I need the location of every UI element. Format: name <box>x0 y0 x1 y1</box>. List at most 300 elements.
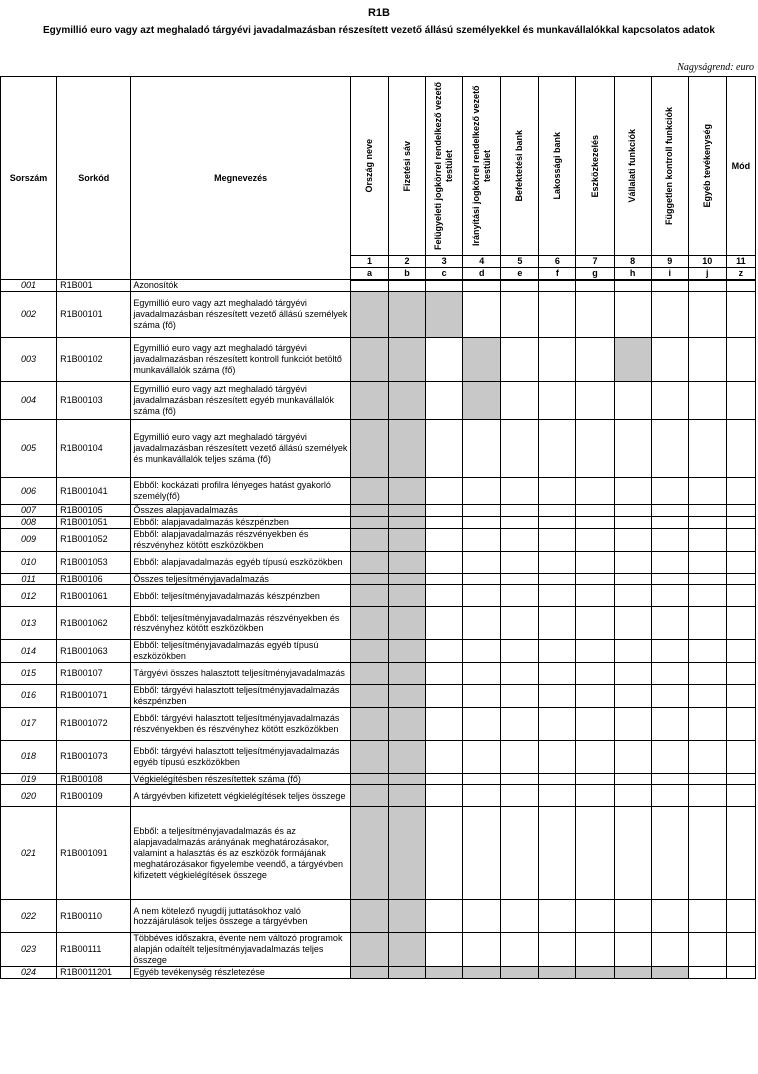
input-cell[interactable] <box>539 573 576 585</box>
input-cell[interactable] <box>463 505 501 517</box>
row-number: 001 <box>1 280 57 292</box>
input-cell[interactable] <box>539 292 576 338</box>
input-cell[interactable] <box>539 663 576 685</box>
input-cell[interactable] <box>576 292 614 338</box>
input-cell[interactable] <box>501 573 539 585</box>
input-cell[interactable] <box>576 529 614 552</box>
input-cell[interactable] <box>726 338 755 382</box>
input-cell[interactable] <box>688 663 726 685</box>
shaded-cell <box>389 573 426 585</box>
shaded-cell <box>389 607 426 640</box>
row-number: 017 <box>1 707 57 740</box>
input-cell[interactable] <box>651 740 688 773</box>
row-code: R1B00111 <box>57 933 131 966</box>
shaded-cell <box>389 292 426 338</box>
input-cell[interactable] <box>576 585 614 607</box>
table-row <box>1 517 756 529</box>
input-cell[interactable] <box>426 900 463 933</box>
row-description: Egymillió euro vagy azt meghaladó tárgyévi javadalmazásban részesített vezető állású személyek és munkavállalók teljes száma (fő) <box>131 420 351 478</box>
input-cell[interactable] <box>463 607 501 640</box>
input-cell[interactable] <box>576 517 614 529</box>
input-cell[interactable] <box>726 785 755 807</box>
input-cell[interactable] <box>426 785 463 807</box>
input-cell[interactable] <box>350 280 388 292</box>
input-cell[interactable] <box>726 966 755 978</box>
input-cell[interactable] <box>726 900 755 933</box>
input-cell[interactable] <box>726 933 755 966</box>
input-cell[interactable] <box>576 933 614 966</box>
input-cell[interactable] <box>539 707 576 740</box>
input-cell[interactable] <box>576 785 614 807</box>
input-cell[interactable] <box>614 685 651 708</box>
input-cell[interactable] <box>463 640 501 663</box>
input-cell[interactable] <box>426 933 463 966</box>
input-cell[interactable] <box>539 478 576 505</box>
header-sorszam: Sorszám <box>1 77 57 280</box>
input-cell[interactable] <box>688 292 726 338</box>
input-cell[interactable] <box>501 607 539 640</box>
input-cell[interactable] <box>463 280 501 292</box>
input-cell[interactable] <box>726 573 755 585</box>
row-number: 015 <box>1 663 57 685</box>
input-cell[interactable] <box>576 663 614 685</box>
input-cell[interactable] <box>576 640 614 663</box>
input-cell[interactable] <box>463 573 501 585</box>
input-cell[interactable] <box>614 478 651 505</box>
input-cell[interactable] <box>688 773 726 785</box>
col-letter: z <box>726 268 755 280</box>
input-cell[interactable] <box>688 382 726 420</box>
shaded-cell <box>350 585 388 607</box>
input-cell[interactable] <box>651 505 688 517</box>
input-cell[interactable] <box>426 663 463 685</box>
input-cell[interactable] <box>726 551 755 573</box>
input-cell[interactable] <box>576 807 614 900</box>
input-cell[interactable] <box>501 807 539 900</box>
input-cell[interactable] <box>688 785 726 807</box>
shaded-cell <box>389 740 426 773</box>
input-cell[interactable] <box>539 280 576 292</box>
table-row <box>1 966 756 978</box>
input-cell[interactable] <box>426 807 463 900</box>
input-cell[interactable] <box>576 685 614 708</box>
input-cell[interactable] <box>576 420 614 478</box>
input-cell[interactable] <box>576 338 614 382</box>
input-cell[interactable] <box>614 785 651 807</box>
input-cell[interactable] <box>501 420 539 478</box>
input-cell[interactable] <box>651 280 688 292</box>
input-cell[interactable] <box>576 505 614 517</box>
row-description: Ebből: a teljesítményjavadalmazás és az alapjavadalmazás arányának meghatározásakor, valamint a halasztás és az eszközök formájának meghatározásakor figyelembe veendő, a tárgyévben kifizetett végkielégítések összege <box>131 807 351 900</box>
input-cell[interactable] <box>688 338 726 382</box>
row-code: R1B00110 <box>57 900 131 933</box>
input-cell[interactable] <box>651 933 688 966</box>
input-cell[interactable] <box>651 785 688 807</box>
input-cell[interactable] <box>614 773 651 785</box>
row-code: R1B001051 <box>57 517 131 529</box>
input-cell[interactable] <box>539 685 576 708</box>
col-number: 9 <box>651 256 688 268</box>
input-cell[interactable] <box>463 420 501 478</box>
input-cell[interactable] <box>651 773 688 785</box>
input-cell[interactable] <box>576 607 614 640</box>
input-cell[interactable] <box>688 478 726 505</box>
input-cell[interactable] <box>651 585 688 607</box>
header-col-2: Fizetési sáv <box>389 77 426 256</box>
table-row <box>1 807 756 900</box>
input-cell[interactable] <box>726 707 755 740</box>
input-cell[interactable] <box>651 382 688 420</box>
input-cell[interactable] <box>501 773 539 785</box>
shaded-cell <box>389 900 426 933</box>
input-cell[interactable] <box>726 505 755 517</box>
col-number: 4 <box>463 256 501 268</box>
row-description: Ebből: alapjavadalmazás egyéb típusú eszközökben <box>131 551 351 573</box>
input-cell[interactable] <box>501 478 539 505</box>
row-code: R1B001053 <box>57 551 131 573</box>
row-code: R1B00101 <box>57 292 131 338</box>
input-cell[interactable] <box>651 517 688 529</box>
input-cell[interactable] <box>463 785 501 807</box>
input-cell[interactable] <box>614 292 651 338</box>
input-cell[interactable] <box>651 900 688 933</box>
input-cell[interactable] <box>426 529 463 552</box>
table-row <box>1 933 756 966</box>
col-letter: d <box>463 268 501 280</box>
col-number: 5 <box>501 256 539 268</box>
shaded-cell <box>350 551 388 573</box>
input-cell[interactable] <box>501 529 539 552</box>
input-cell[interactable] <box>501 551 539 573</box>
input-cell[interactable] <box>576 382 614 420</box>
input-cell[interactable] <box>651 573 688 585</box>
row-description: Egymillió euro vagy azt meghaladó tárgyévi javadalmazásban részesített vezető állású személyek száma (fő) <box>131 292 351 338</box>
input-cell[interactable] <box>463 663 501 685</box>
row-number: 008 <box>1 517 57 529</box>
shaded-cell <box>389 640 426 663</box>
input-cell[interactable] <box>688 505 726 517</box>
input-cell[interactable] <box>726 685 755 708</box>
input-cell[interactable] <box>463 551 501 573</box>
shaded-cell <box>389 551 426 573</box>
header-col-10: Egyéb tevékenység <box>688 77 726 256</box>
shaded-cell <box>350 785 388 807</box>
input-cell[interactable] <box>501 585 539 607</box>
input-cell[interactable] <box>501 740 539 773</box>
input-cell[interactable] <box>426 280 463 292</box>
input-cell[interactable] <box>614 420 651 478</box>
input-cell[interactable] <box>463 740 501 773</box>
input-cell[interactable] <box>576 773 614 785</box>
input-cell[interactable] <box>688 607 726 640</box>
input-cell[interactable] <box>539 785 576 807</box>
input-cell[interactable] <box>688 900 726 933</box>
shaded-cell <box>501 966 539 978</box>
row-code: R1B00109 <box>57 785 131 807</box>
input-cell[interactable] <box>614 517 651 529</box>
input-cell[interactable] <box>614 740 651 773</box>
row-number: 011 <box>1 573 57 585</box>
input-cell[interactable] <box>501 900 539 933</box>
shaded-cell <box>389 505 426 517</box>
input-cell[interactable] <box>426 573 463 585</box>
input-cell[interactable] <box>614 933 651 966</box>
col-letter: j <box>688 268 726 280</box>
shaded-cell <box>389 785 426 807</box>
input-cell[interactable] <box>688 640 726 663</box>
row-description: Ebből: alapjavadalmazás készpénzben <box>131 517 351 529</box>
shaded-cell <box>389 529 426 552</box>
input-cell[interactable] <box>463 292 501 338</box>
input-cell[interactable] <box>726 740 755 773</box>
shaded-cell <box>389 807 426 900</box>
input-cell[interactable] <box>651 478 688 505</box>
input-cell[interactable] <box>463 529 501 552</box>
shaded-cell <box>350 773 388 785</box>
input-cell[interactable] <box>426 607 463 640</box>
input-cell[interactable] <box>614 640 651 663</box>
table-row <box>1 773 756 785</box>
table-row <box>1 607 756 640</box>
data-table <box>0 76 756 979</box>
input-cell[interactable] <box>426 773 463 785</box>
row-code: R1B001071 <box>57 685 131 708</box>
input-cell[interactable] <box>688 740 726 773</box>
input-cell[interactable] <box>688 529 726 552</box>
input-cell[interactable] <box>726 517 755 529</box>
input-cell[interactable] <box>614 585 651 607</box>
input-cell[interactable] <box>576 740 614 773</box>
row-code: R1B001063 <box>57 640 131 663</box>
table-row <box>1 740 756 773</box>
input-cell[interactable] <box>539 740 576 773</box>
input-cell[interactable] <box>501 382 539 420</box>
input-cell[interactable] <box>614 607 651 640</box>
input-cell[interactable] <box>651 529 688 552</box>
row-number: 002 <box>1 292 57 338</box>
input-cell[interactable] <box>463 707 501 740</box>
input-cell[interactable] <box>539 338 576 382</box>
table-row <box>1 785 756 807</box>
input-cell[interactable] <box>726 478 755 505</box>
shaded-cell <box>350 338 388 382</box>
input-cell[interactable] <box>726 585 755 607</box>
input-cell[interactable] <box>651 292 688 338</box>
input-cell[interactable] <box>614 551 651 573</box>
input-cell[interactable] <box>688 551 726 573</box>
shaded-cell <box>614 338 651 382</box>
input-cell[interactable] <box>426 382 463 420</box>
input-cell[interactable] <box>501 280 539 292</box>
input-cell[interactable] <box>539 900 576 933</box>
input-cell[interactable] <box>651 685 688 708</box>
input-cell[interactable] <box>614 707 651 740</box>
row-number: 014 <box>1 640 57 663</box>
input-cell[interactable] <box>426 505 463 517</box>
input-cell[interactable] <box>501 707 539 740</box>
input-cell[interactable] <box>614 382 651 420</box>
input-cell[interactable] <box>501 292 539 338</box>
input-cell[interactable] <box>539 382 576 420</box>
input-cell[interactable] <box>688 280 726 292</box>
input-cell[interactable] <box>539 551 576 573</box>
input-cell[interactable] <box>726 663 755 685</box>
input-cell[interactable] <box>501 338 539 382</box>
input-cell[interactable] <box>539 807 576 900</box>
row-description: Egyéb tevékenység részletezése <box>131 966 351 978</box>
input-cell[interactable] <box>614 573 651 585</box>
input-cell[interactable] <box>651 707 688 740</box>
shaded-cell <box>463 966 501 978</box>
input-cell[interactable] <box>576 573 614 585</box>
input-cell[interactable] <box>463 585 501 607</box>
header-col-11: Mód <box>726 77 755 256</box>
header-megnevezes: Megnevezés <box>131 77 351 280</box>
input-cell[interactable] <box>651 420 688 478</box>
input-cell[interactable] <box>614 663 651 685</box>
input-cell[interactable] <box>426 517 463 529</box>
input-cell[interactable] <box>426 338 463 382</box>
row-number: 004 <box>1 382 57 420</box>
input-cell[interactable] <box>426 640 463 663</box>
col-letter: a <box>350 268 388 280</box>
input-cell[interactable] <box>688 807 726 900</box>
input-cell[interactable] <box>539 773 576 785</box>
input-cell[interactable] <box>501 640 539 663</box>
input-cell[interactable] <box>651 663 688 685</box>
input-cell[interactable] <box>651 338 688 382</box>
input-cell[interactable] <box>426 420 463 478</box>
input-cell[interactable] <box>576 478 614 505</box>
table-row <box>1 382 756 420</box>
shaded-cell <box>389 685 426 708</box>
input-cell[interactable] <box>726 420 755 478</box>
shaded-cell <box>350 933 388 966</box>
row-description: Többéves időszakra, évente nem változó programok alapján odaítélt teljesítményjavadalmazás teljes összege <box>131 933 351 966</box>
input-cell[interactable] <box>426 478 463 505</box>
input-cell[interactable] <box>688 966 726 978</box>
input-cell[interactable] <box>501 685 539 708</box>
input-cell[interactable] <box>726 773 755 785</box>
row-description: Ebből: kockázati profilra lényeges hatást gyakorló személy(fő) <box>131 478 351 505</box>
input-cell[interactable] <box>651 807 688 900</box>
shaded-cell <box>426 966 463 978</box>
input-cell[interactable] <box>463 517 501 529</box>
input-cell[interactable] <box>539 517 576 529</box>
input-cell[interactable] <box>539 933 576 966</box>
input-cell[interactable] <box>688 707 726 740</box>
input-cell[interactable] <box>688 685 726 708</box>
input-cell[interactable] <box>389 280 426 292</box>
shaded-cell <box>539 966 576 978</box>
input-cell[interactable] <box>539 607 576 640</box>
input-cell[interactable] <box>614 900 651 933</box>
input-cell[interactable] <box>463 900 501 933</box>
input-cell[interactable] <box>688 517 726 529</box>
input-cell[interactable] <box>426 585 463 607</box>
input-cell[interactable] <box>726 640 755 663</box>
input-cell[interactable] <box>463 478 501 505</box>
shaded-cell <box>651 966 688 978</box>
input-cell[interactable] <box>539 420 576 478</box>
input-cell[interactable] <box>539 585 576 607</box>
input-cell[interactable] <box>426 551 463 573</box>
input-cell[interactable] <box>426 707 463 740</box>
input-cell[interactable] <box>539 505 576 517</box>
table-row <box>1 280 756 292</box>
input-cell[interactable] <box>501 785 539 807</box>
input-cell[interactable] <box>501 517 539 529</box>
input-cell[interactable] <box>539 529 576 552</box>
input-cell[interactable] <box>651 551 688 573</box>
input-cell[interactable] <box>501 933 539 966</box>
input-cell[interactable] <box>726 280 755 292</box>
row-number: 010 <box>1 551 57 573</box>
input-cell[interactable] <box>501 505 539 517</box>
input-cell[interactable] <box>688 933 726 966</box>
input-cell[interactable] <box>688 585 726 607</box>
input-cell[interactable] <box>576 900 614 933</box>
input-cell[interactable] <box>576 551 614 573</box>
row-number: 003 <box>1 338 57 382</box>
row-description: Ebből: teljesítményjavadalmazás készpénzben <box>131 585 351 607</box>
input-cell[interactable] <box>463 685 501 708</box>
row-code: R1B00107 <box>57 663 131 685</box>
shaded-cell <box>389 585 426 607</box>
input-cell[interactable] <box>614 505 651 517</box>
col-number: 1 <box>350 256 388 268</box>
input-cell[interactable] <box>688 420 726 478</box>
input-cell[interactable] <box>726 292 755 338</box>
row-code: R1B001072 <box>57 707 131 740</box>
shaded-cell <box>350 685 388 708</box>
shaded-cell <box>426 292 463 338</box>
input-cell[interactable] <box>726 807 755 900</box>
input-cell[interactable] <box>576 280 614 292</box>
table-row <box>1 292 756 338</box>
input-cell[interactable] <box>539 640 576 663</box>
header-col-3: Felügyeleti jogkörrel rendelkező vezető testület <box>426 77 463 256</box>
input-cell[interactable] <box>614 280 651 292</box>
input-cell[interactable] <box>651 607 688 640</box>
shaded-cell <box>350 382 388 420</box>
input-cell[interactable] <box>463 807 501 900</box>
shaded-cell <box>350 707 388 740</box>
header-col-8: Vállalati funkciók <box>614 77 651 256</box>
input-cell[interactable] <box>726 529 755 552</box>
input-cell[interactable] <box>688 573 726 585</box>
input-cell[interactable] <box>651 640 688 663</box>
shaded-cell <box>389 517 426 529</box>
col-letter: h <box>614 268 651 280</box>
input-cell[interactable] <box>614 807 651 900</box>
input-cell[interactable] <box>426 740 463 773</box>
shaded-cell <box>576 966 614 978</box>
input-cell[interactable] <box>501 663 539 685</box>
shaded-cell <box>350 663 388 685</box>
input-cell[interactable] <box>726 607 755 640</box>
input-cell[interactable] <box>576 707 614 740</box>
shaded-cell <box>350 478 388 505</box>
input-cell[interactable] <box>726 382 755 420</box>
input-cell[interactable] <box>426 685 463 708</box>
input-cell[interactable] <box>463 933 501 966</box>
row-number: 013 <box>1 607 57 640</box>
input-cell[interactable] <box>614 529 651 552</box>
row-number: 006 <box>1 478 57 505</box>
row-description: Összes teljesítményjavadalmazás <box>131 573 351 585</box>
input-cell[interactable] <box>463 773 501 785</box>
